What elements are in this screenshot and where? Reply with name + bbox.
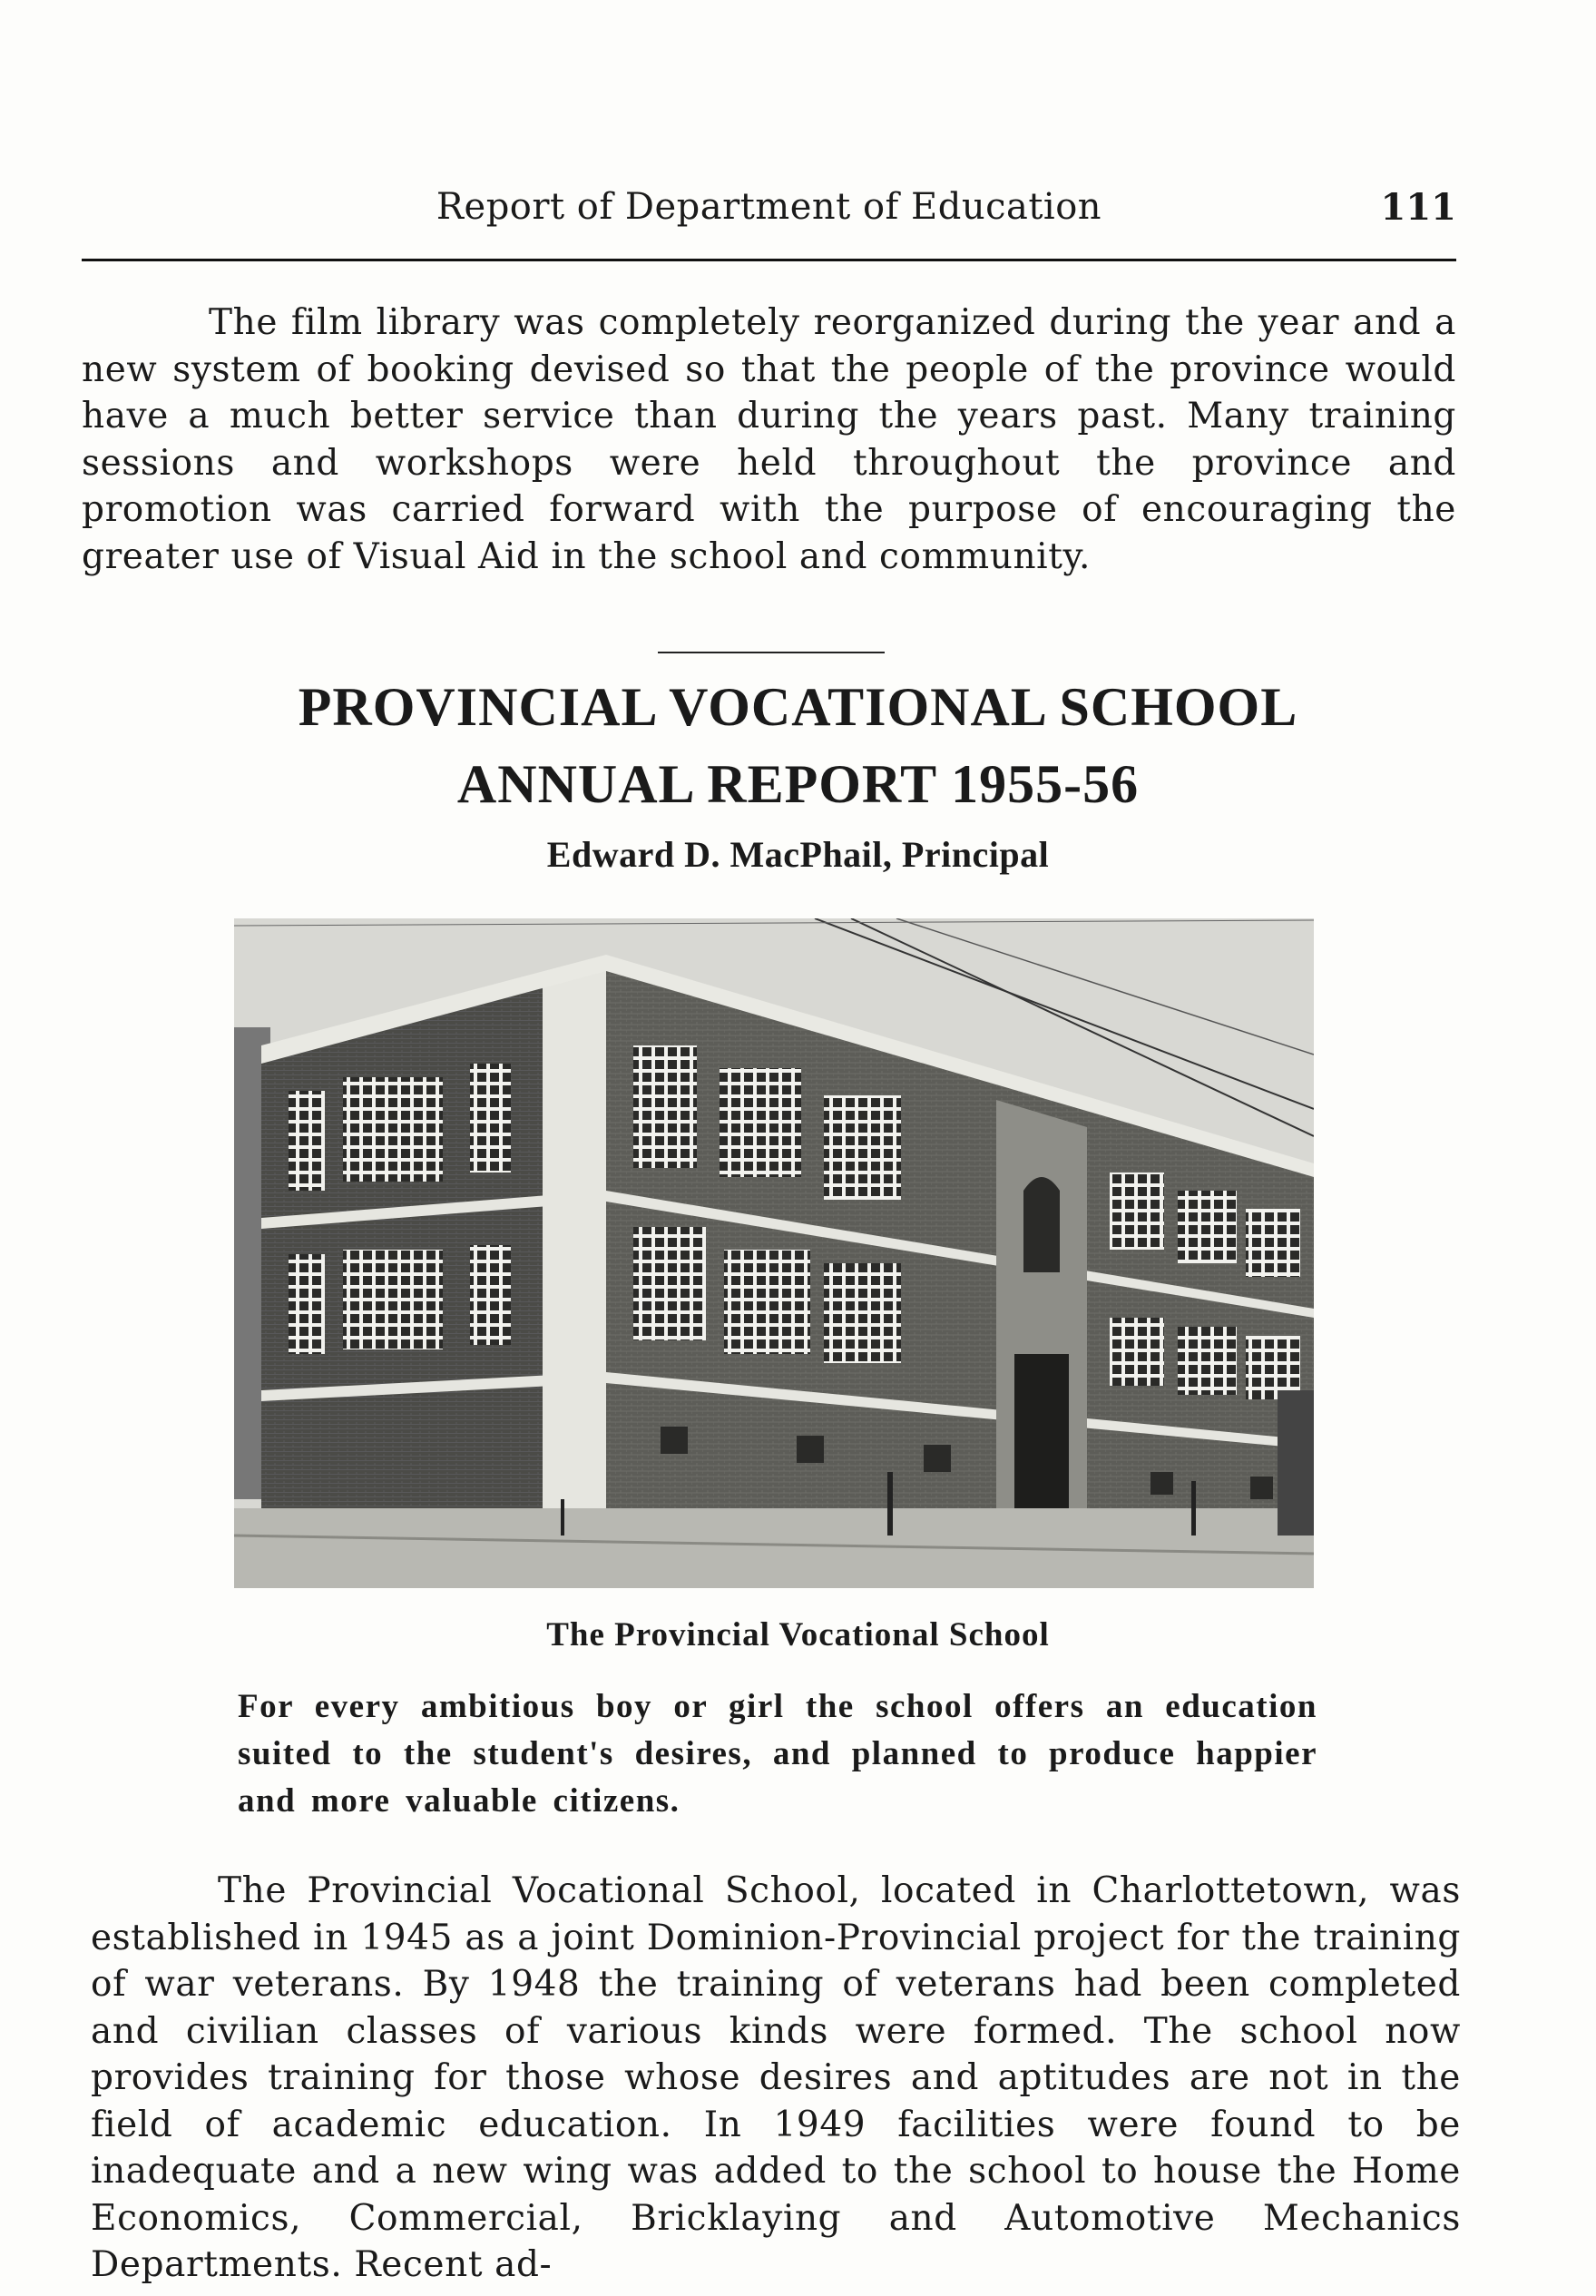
author-line: Edward D. MacPhail, Principal: [546, 834, 1050, 875]
page-number: 111: [1380, 186, 1456, 229]
section-title-line-1: PROVINCIAL VOCATIONAL SCHOOL: [298, 677, 1298, 737]
section-title-line-2: ANNUAL REPORT 1955-56: [456, 754, 1140, 814]
intro-paragraph: The film library was completely reorganized during the year and a new system of booking devised so that the people of the province would have a much better service than during the years past. Many training sessions and workshops were held throughout the province and promotion was carried forward with the purpose of encouraging the greater use of Visual Aid in the school and community.: [82, 302, 1456, 577]
header-rule: [82, 259, 1456, 261]
photo-caption: The Provincial Vocational School: [546, 1616, 1050, 1653]
school-building-photo: [234, 918, 1314, 1588]
body-paragraph: The Provincial Vocational School, located in Charlottetown, was established in 1945 as a joint Dominion-Provincial project for the training of war veterans. By 1948 the training of veterans had been completed and civilian classes of various kinds were formed. The school now provides training for those whose desires and aptitudes are not in the field of academic education. In 1949 facilities were found to be inadequate and a new wing was added to the school to house the Home Economics, Commercial, Bricklaying and Automotive Mechanics Departments. Recent ad-: [91, 1870, 1461, 2285]
school-motto: For every ambitious boy or girl the school offers an education suited to the student's desires, and planned to produce happier and more valuable citizens.: [238, 1688, 1317, 1820]
running-title: Report of Department of Education: [436, 186, 1102, 228]
running-header: [82, 186, 1456, 240]
section-divider: [658, 652, 885, 653]
school-building-illustration: [234, 918, 1314, 1588]
